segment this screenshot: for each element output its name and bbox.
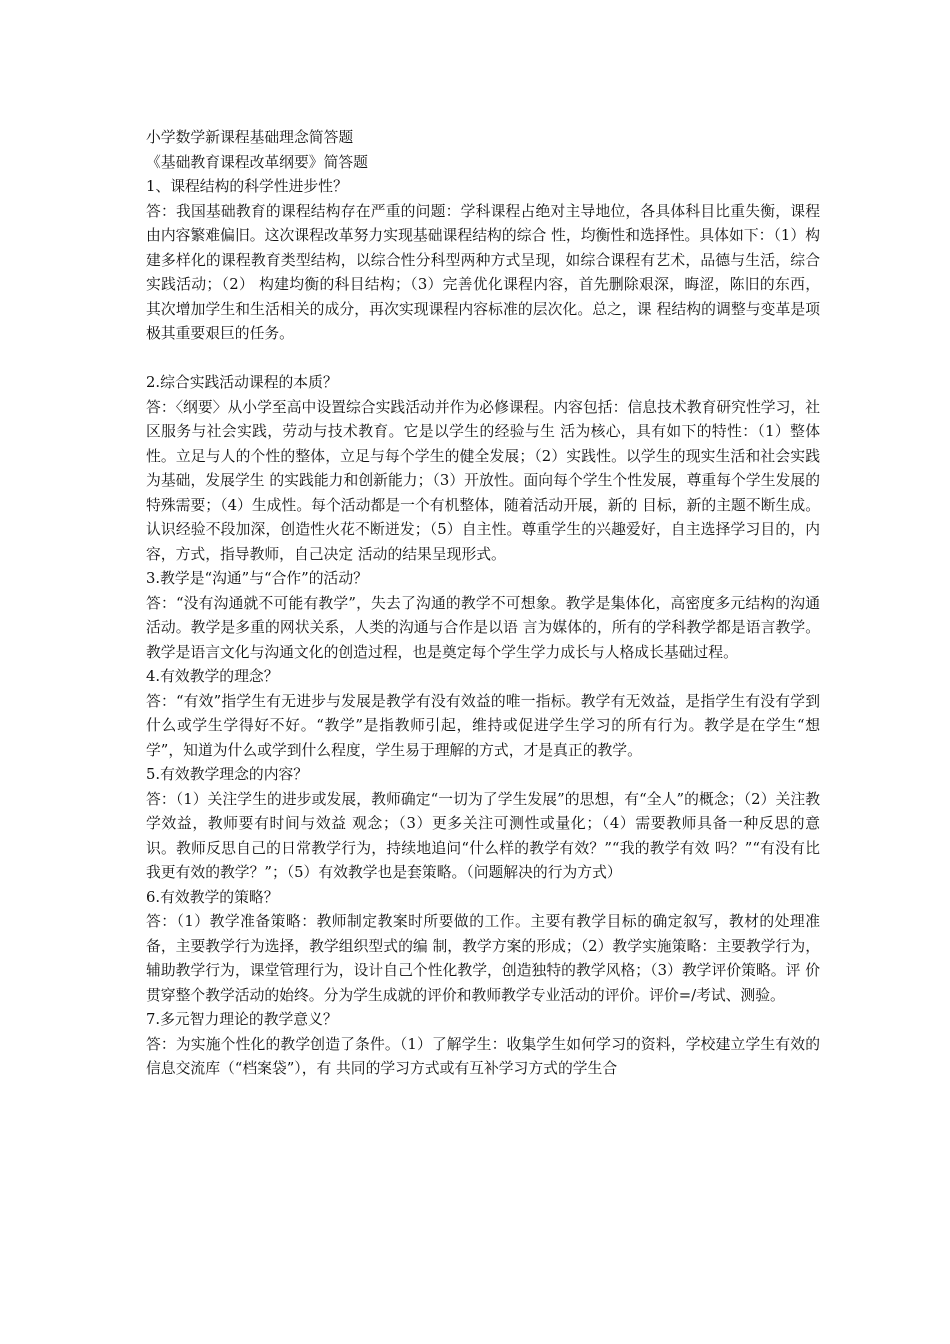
answer-3: 答：“没有沟通就不可能有教学”，失去了沟通的教学不可想象。教学是集体化，高密度多元结构的沟通活动。教学是多重的网状关系，人类的沟通与合作是以语 言为媒体的，所有的学科教学都是语言教学。教学是语言文化与沟通文化的创造过程，也是奠定每个学生学力成长与人格成长基础过程。 (146, 594, 820, 661)
answer-6: 答：（1）教学准备策略：教师制定教案时所要做的工作。主要有教学目标的确定叙写，教材的处理准备，主要教学行为选择，教学组织型式的编 制，教学方案的形成；（2）教学实施策略：主要教学行为，辅助教学行为，课堂管理行为，设计自己个性化教学，创造独特的教学风格；（3）教学评价策略。评 价贯穿整个教学活动的始终。分为学生成就的评价和教师教学专业活动的评价。评价=/考试、测验。 (146, 913, 820, 1004)
answer-5: 答：（1）关注学生的进步或发展，教师确定“一切为了学生发展”的思想，有“全人”的概念；（2）关注教学效益，教师要有时间与效益 观念；（3）更多关注可测性或量化；（4）需要教师具备一种反思的意识。教师反思自己的日常教学行为，持续地追问“什么样的教学有效？”“我的教学有效 吗？”“有没有比我更有效的教学？”；（5）有效教学也是套策略。（问题解决的行为方式） (146, 790, 820, 881)
answer-1: 答：我国基础教育的课程结构存在严重的问题：学科课程占绝对主导地位，各具体科目比重失衡，课程由内容繁难偏旧。这次课程改革努力实现基础课程结构的综合 性，均衡性和选择性。具体如下：（1）构建多样化的课程教育类型结构，以综合性分科型两种方式呈现，如综合课程有艺术，品德与生活，综合实践活动；（2） 构建均衡的科目结构；（3）完善优化课程内容，首先删除艰深，晦涩，陈旧的东西，其次增加学生和生活相关的成分，再次实现课程内容标准的层次化。总之，课 程结构的调整与变革是项极其重要艰巨的任务。 (146, 202, 820, 342)
answer-7: 答：为实施个性化的教学创造了条件。（1）了解学生：收集学生如何学习的资料，学校建立学生有效的信息交流库（“档案袋”），有 共同的学习方式或有互补学习方式的学生合 (146, 1035, 820, 1077)
question-2: 2.综合实践活动课程的本质？ (146, 374, 338, 391)
question-6: 6.有效教学的策略？ (146, 888, 279, 906)
question-3: 3.教学是“沟通”与“合作”的活动？ (146, 570, 368, 587)
document-subtitle: 《基础教育课程改革纲要》简答题 (146, 153, 368, 171)
document-title: 小学数学新课程基础理念简答题 (146, 129, 354, 146)
blank-line (146, 347, 820, 372)
answer-4: 答：“有效”指学生有无进步与发展是教学有没有效益的唯一指标。教学有无效益，是指学生有没有学到什么或学生学得好不好。“教学”是指教师引起，维持或促进学生学习的所有行为。教学是在学生“想学”，知道为什么或学到什么程度，学生易于理解的方式，才是真正的教学。 (146, 692, 820, 759)
question-5: 5.有效教学理念的内容？ (146, 766, 309, 783)
document-page (146, 126, 820, 1082)
question-7: 7.多元智力理论的教学意义？ (146, 1011, 338, 1028)
answer-2: 答：〈纲要〉从小学至高中设置综合实践活动并作为必修课程。内容包括：信息技术教育研究性学习，社区服务与社会实践，劳动与技术教育。它是以学生的经验与生 活为核心，具有如下的特性：（1）整体性。立足与人的个性的整体，立足与每个学生的健全发展；（2）实践性。以学生的现实生活和社会实践为基础，发展学生 的实践能力和创新能力；（3）开放性。面向每个学生个性发展，尊重每个学生发展的特殊需要；（4）生成性。每个活动都是一个有机整体，随着活动开展，新的 目标，新的主题不断生成。认识经验不段加深，创造性火花不断迸发；（5）自主性。尊重学生的兴趣爱好，自主选择学习目的，内容，方式，指导教师，自己决定 活动的结果呈现形式。 (146, 398, 820, 563)
question-4: 4.有效教学的理念？ (146, 668, 279, 685)
question-1: 1、课程结构的科学性进步性？ (146, 178, 348, 195)
